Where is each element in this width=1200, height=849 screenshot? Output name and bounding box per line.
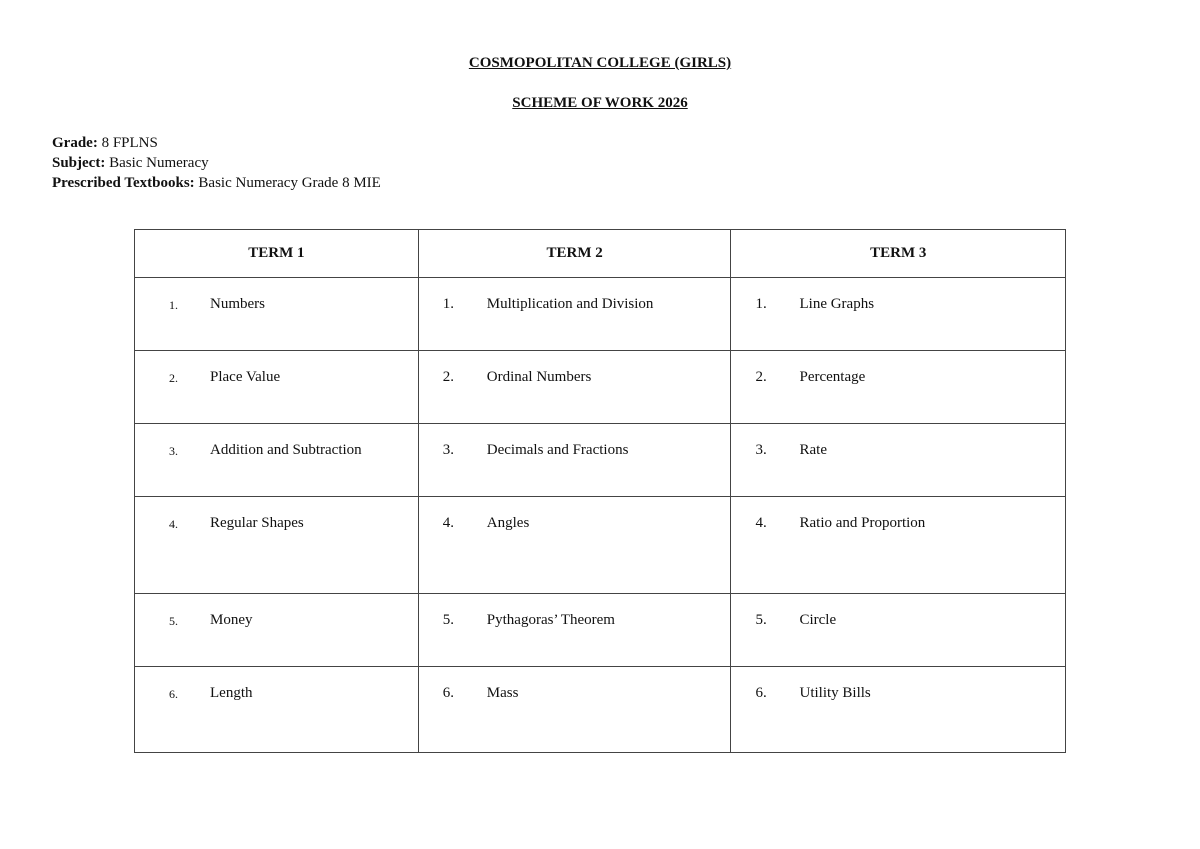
- topic-number: 4.: [169, 517, 178, 531]
- topic-cell: [731, 667, 1066, 753]
- topic-number: 1.: [169, 298, 178, 312]
- topic-label: Circle: [799, 612, 837, 628]
- topic-label: Addition and Subtraction: [210, 442, 362, 458]
- topic-number: 1.: [442, 296, 455, 312]
- topic-number: 4.: [442, 515, 455, 531]
- topic-cell: [731, 594, 1066, 667]
- topic-number: 6.: [169, 687, 178, 701]
- topic-label: Rate: [799, 442, 827, 458]
- subject-row: [52, 153, 381, 173]
- topic-cell: [135, 351, 419, 424]
- topic-label: Angles: [486, 515, 530, 531]
- topic-label: Mass: [486, 685, 519, 701]
- topic-cell: [418, 424, 731, 497]
- topic-cell: [135, 278, 419, 351]
- topic-label: Decimals and Fractions: [486, 442, 629, 458]
- term-1-header: TERM 1: [135, 230, 419, 278]
- topic-number: 3.: [442, 442, 455, 458]
- subject-value: Basic Numeracy: [109, 155, 209, 171]
- table-row: [135, 278, 1066, 351]
- textbooks-value: Basic Numeracy Grade 8 MIE: [198, 175, 381, 191]
- topic-label: Percentage: [799, 369, 866, 385]
- topic-number: 2.: [442, 369, 455, 385]
- topic-cell: [418, 594, 731, 667]
- topic-number: 5.: [755, 612, 767, 628]
- grade-label: Grade:: [52, 135, 98, 151]
- topic-label: Multiplication and Division: [486, 296, 654, 312]
- topic-label: Pythagoras’ Theorem: [486, 612, 615, 628]
- topic-cell: [418, 278, 731, 351]
- table-row: [135, 667, 1066, 753]
- table-row: [135, 351, 1066, 424]
- school-name-heading: COSMOPOLITAN COLLEGE (GIRLS): [468, 55, 732, 71]
- document-meta: [52, 133, 381, 193]
- grade-row: [52, 133, 381, 153]
- scheme-table: [134, 229, 1066, 753]
- topic-number: 4.: [755, 515, 767, 531]
- topic-cell: [731, 351, 1066, 424]
- table-header-row: [135, 230, 1066, 278]
- topic-number: 2.: [755, 369, 767, 385]
- topic-cell: [135, 497, 419, 594]
- topic-label: Regular Shapes: [210, 515, 304, 531]
- term-3-header: TERM 3: [731, 230, 1066, 278]
- grade-value: 8 FPLNS: [101, 135, 158, 151]
- topic-label: Place Value: [210, 369, 281, 385]
- term-2-header: TERM 2: [418, 230, 731, 278]
- topic-cell: [731, 497, 1066, 594]
- topic-number: 1.: [755, 296, 767, 312]
- topic-cell: [418, 497, 731, 594]
- topic-number: 6.: [755, 685, 767, 701]
- textbooks-row: [52, 173, 381, 193]
- topic-label: Ratio and Proportion: [799, 515, 926, 531]
- topic-label: Utility Bills: [799, 685, 871, 701]
- topic-number: 2.: [169, 371, 178, 385]
- topic-cell: [135, 594, 419, 667]
- topic-label: Money: [210, 612, 253, 628]
- table-row: [135, 497, 1066, 594]
- topic-cell: [135, 667, 419, 753]
- topic-number: 6.: [442, 685, 455, 701]
- scheme-title-heading: SCHEME OF WORK 2026: [512, 95, 688, 111]
- subject-label: Subject:: [52, 155, 106, 171]
- topic-cell: [135, 424, 419, 497]
- textbooks-label: Prescribed Textbooks:: [52, 175, 195, 191]
- table-row: [135, 424, 1066, 497]
- topic-cell: [418, 351, 731, 424]
- topic-label: Length: [210, 685, 253, 701]
- topic-number: 5.: [442, 612, 455, 628]
- table-row: [135, 594, 1066, 667]
- topic-cell: [418, 667, 731, 753]
- topic-number: 5.: [169, 614, 178, 628]
- topic-label: Numbers: [210, 296, 265, 312]
- topic-label: Ordinal Numbers: [486, 369, 592, 385]
- topic-number: 3.: [755, 442, 767, 458]
- topic-cell: [731, 424, 1066, 497]
- topic-label: Line Graphs: [799, 296, 875, 312]
- topic-number: 3.: [169, 444, 178, 458]
- topic-cell: [731, 278, 1066, 351]
